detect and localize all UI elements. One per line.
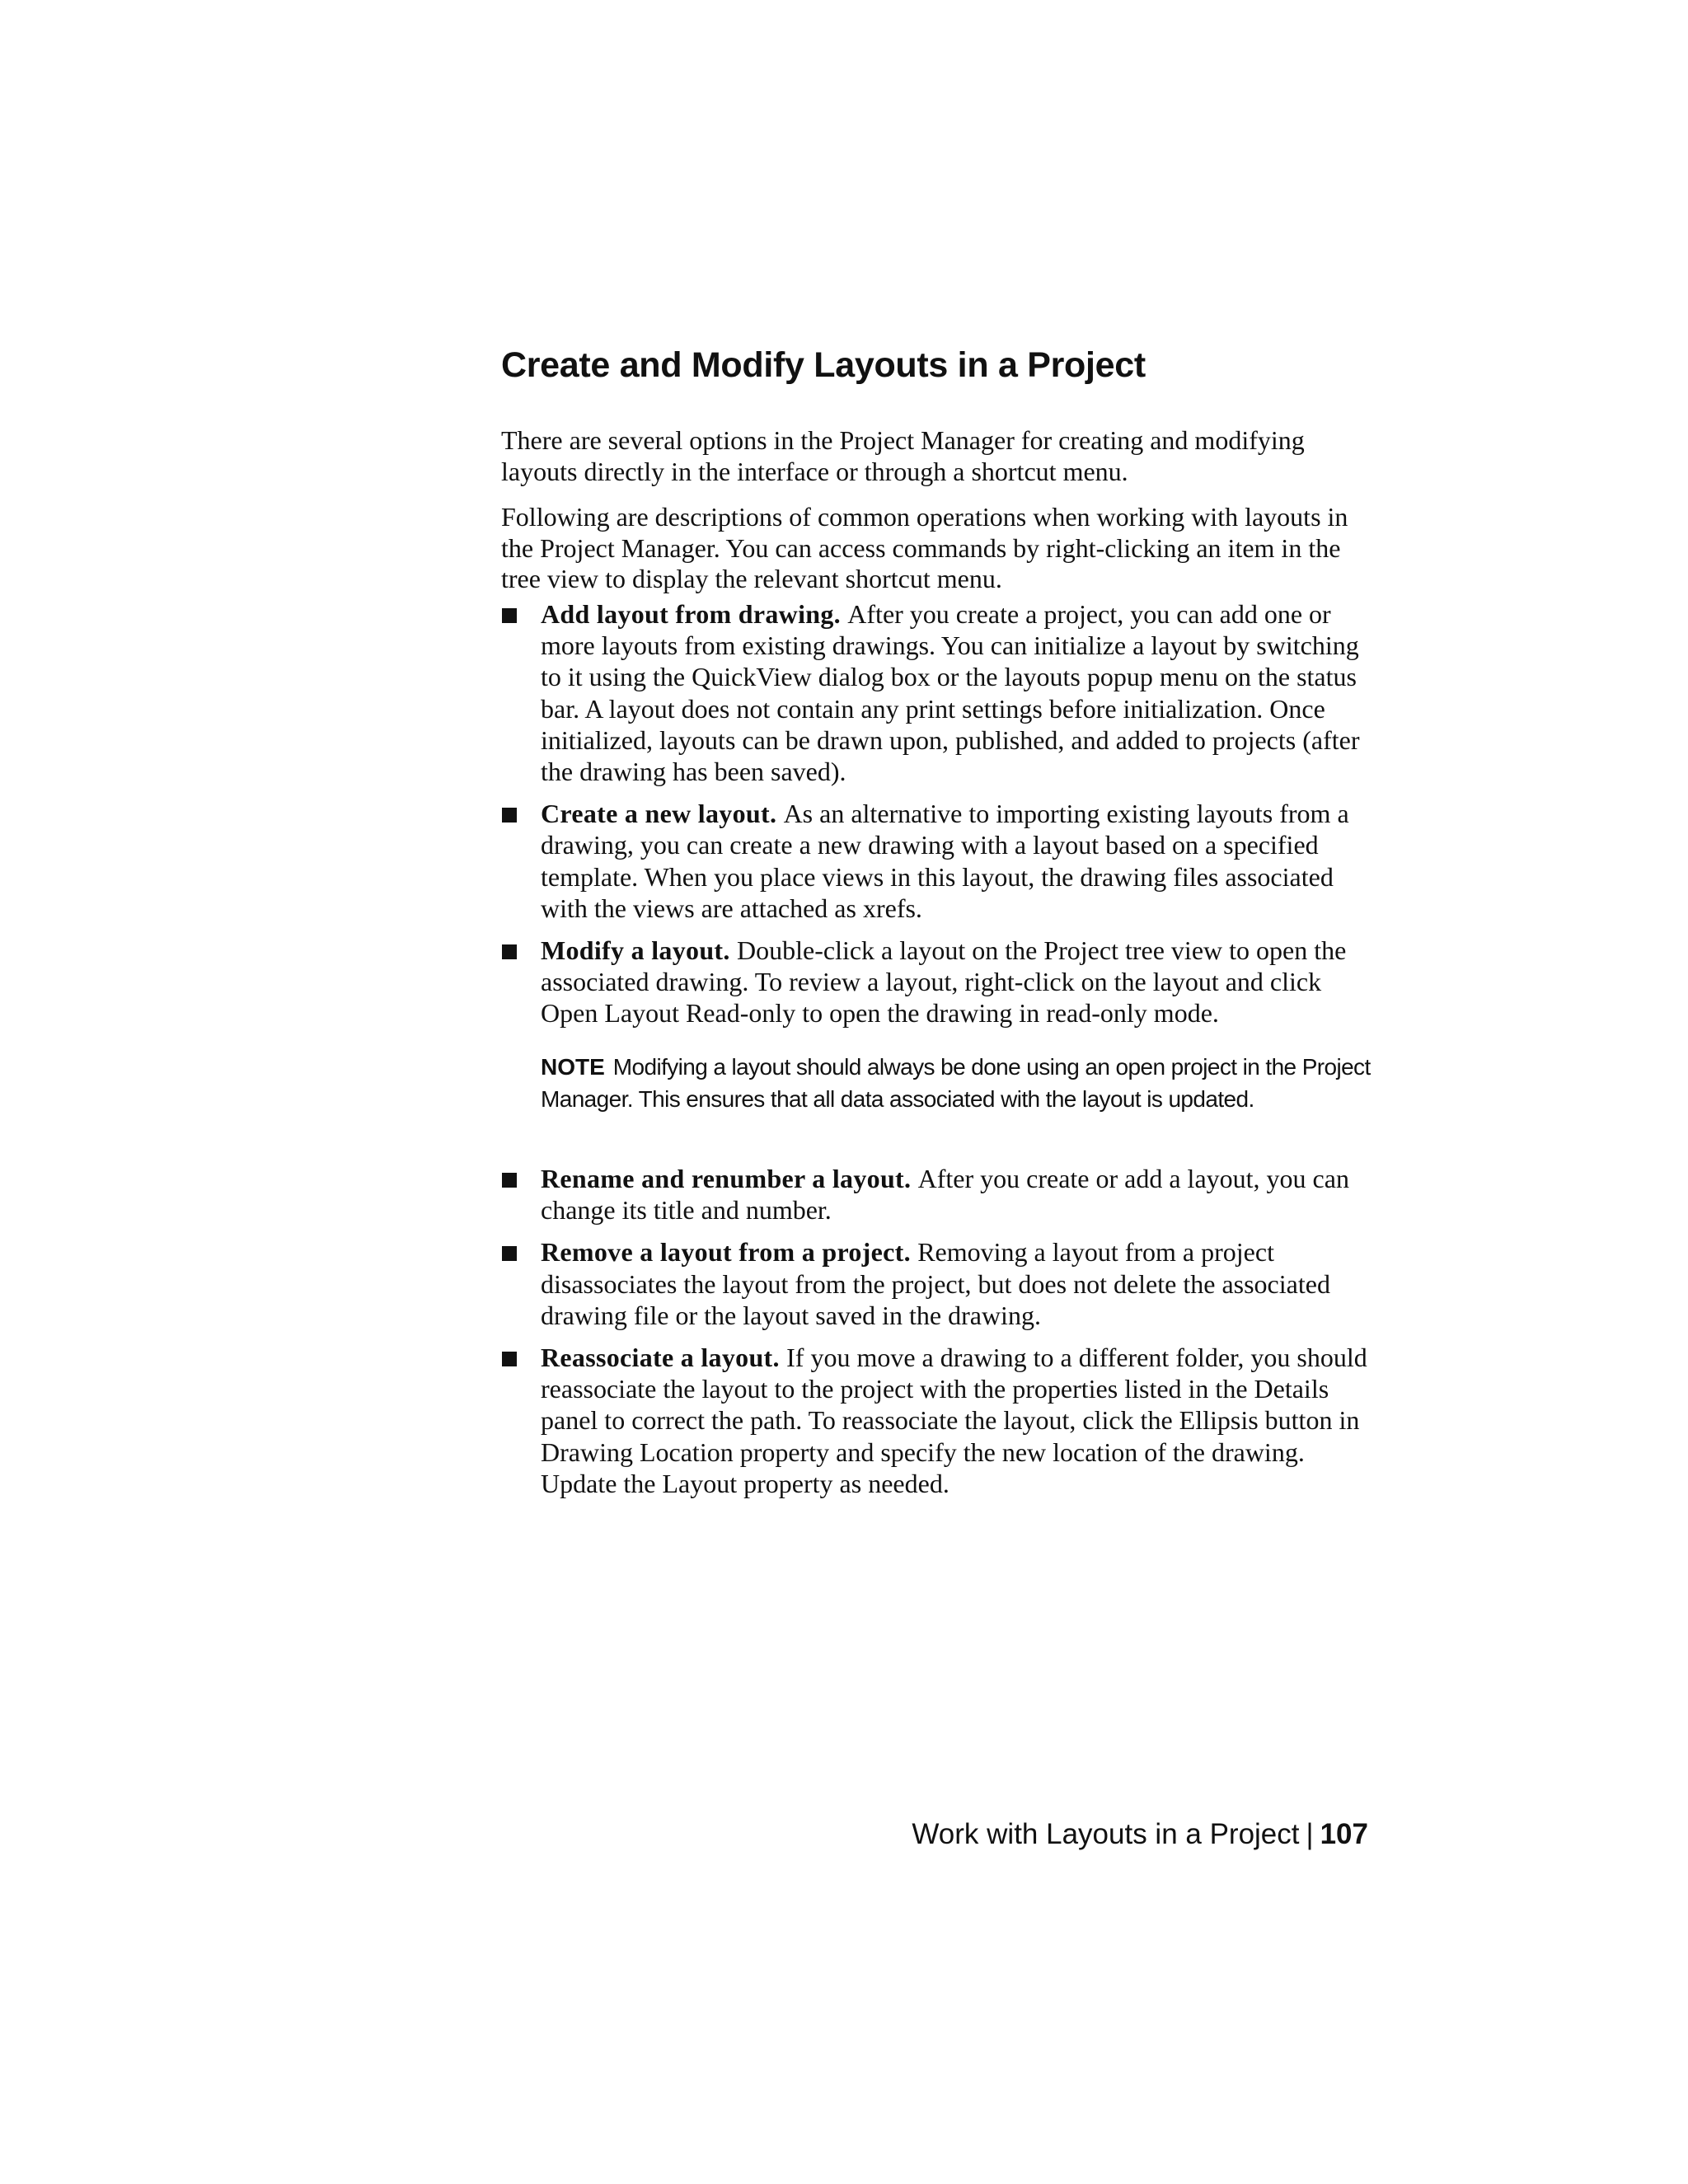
bullet-square-icon <box>502 1352 517 1366</box>
bullet-square-icon <box>502 1173 517 1188</box>
bullet-text: Removing a layout from a project disassociates the layout from the project, but does not delete the associated drawing file or the layout saved in the drawing. <box>541 1237 1330 1330</box>
list-item <box>501 798 1376 924</box>
bullet-title: Reassociate a layout. <box>541 1343 787 1373</box>
bullet-title: Create a new layout. <box>541 799 784 829</box>
footer-separator: | <box>1306 1818 1314 1850</box>
note-label: NOTE <box>541 1054 605 1080</box>
page-number: 107 <box>1320 1818 1368 1850</box>
note-block <box>541 1051 1390 1115</box>
page-footer <box>912 1816 1368 1853</box>
note-text: Modifying a layout should always be done using an open project in the Project Manager. This ensures that all data associated with the layout is updated. <box>541 1054 1371 1112</box>
section-heading: Create and Modify Layouts in a Project <box>501 345 1146 385</box>
bullet-list-first <box>501 598 1376 1029</box>
intro-paragraph-2: Following are descriptions of common operations when working with layouts in the Project Manager. You can access commands by right-clicking an item in the tree view to display the relevant shortcut menu. <box>501 502 1348 594</box>
intro-paragraph-1: There are several options in the Project Manager for creating and modifying layouts directly in the interface or through a shortcut menu. <box>501 425 1305 486</box>
bullet-square-icon <box>502 944 517 959</box>
bullet-list-second <box>501 1163 1376 1499</box>
bullet-text: After you create or add a layout, you can change its title and number. <box>541 1164 1349 1226</box>
bullet-square-icon <box>502 1246 517 1261</box>
bullet-title: Remove a layout from a project. <box>541 1237 918 1268</box>
bullet-text: Double-click a layout on the Project tree view to open the associated drawing. To review a layout, right-click on the layout and click Open Layout Read-only to open the drawing in read-only mode. <box>541 935 1347 1029</box>
bullet-text: After you create a project, you can add one or more layouts from existing drawings. You can initialize a layout by switching to it using the QuickView dialog box or the layouts popup menu on the status bar. A layout does not contain any print settings before initialization. Once initialized, layouts can be drawn upon, published, and added to projects (after the drawing has been saved). <box>541 599 1360 787</box>
bullet-text: As an alternative to importing existing layouts from a drawing, you can create a new drawing with a layout based on a specified template. When you place views in this layout, the drawing files associated with the views are attached as xrefs. <box>541 799 1349 923</box>
footer-section-title: Work with Layouts in a Project <box>912 1818 1300 1850</box>
bullet-title: Add layout from drawing. <box>541 599 848 629</box>
bullet-square-icon <box>502 808 517 823</box>
list-item <box>501 1342 1376 1499</box>
bullet-text: If you move a drawing to a different folder, you should reassociate the layout to the project with the properties listed in the Details panel to correct the path. To reassociate the layout, click the Ellipsis button in Drawing Location property and specify the new location of the drawing. Update the Layout property as needed. <box>541 1343 1367 1498</box>
list-item <box>501 935 1376 1029</box>
list-item <box>501 1236 1376 1331</box>
bullet-title: Modify a layout. <box>541 935 737 966</box>
bullet-title: Rename and renumber a layout. <box>541 1164 918 1193</box>
list-item <box>501 598 1376 787</box>
list-item <box>501 1163 1376 1226</box>
bullet-square-icon <box>502 608 517 623</box>
